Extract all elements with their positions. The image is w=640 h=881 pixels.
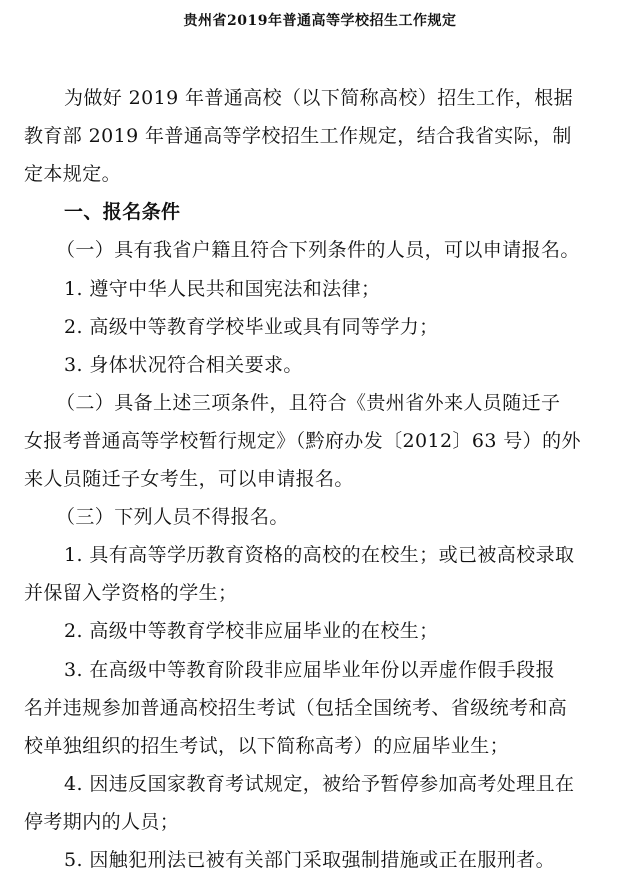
list-item: 1. 具有高等学历教育资格的高校的在校生；或已被高校录取 [64,544,575,566]
list-item: 3. 身体状况符合相关要求。 [64,354,303,376]
paragraph-line: 定本规定。 [24,163,122,185]
list-item-continuation: 校单独组织的招生考试，以下简称高考）的应届毕业生； [24,735,510,757]
list-item: 2. 高级中等教育学校非应届毕业的在校生； [64,620,439,642]
paragraph-line: 为做好 2019 年普通高校（以下简称高校）招生工作，根据 [64,87,574,109]
paragraph-line: （一）具有我省户籍且符合下列条件的人员，可以申请报名。 [56,239,580,261]
paragraph-line: 女报考普通高等学校暂行规定》（黔府办发〔2012〕63 号）的外 [24,430,581,452]
list-item-continuation: 并保留入学资格的学生； [24,582,238,604]
paragraph-line: 来人员随迁子女考生，可以申请报名。 [24,468,354,490]
paragraph-line: 教育部 2019 年普通高等学校招生工作规定，结合我省实际，制 [24,125,572,147]
paragraph-line: （三）下列人员不得报名。 [56,506,289,528]
list-item: 5. 因触犯刑法已被有关部门采取强制措施或正在服刑者。 [64,849,555,871]
list-item: 2. 高级中等教育学校毕业或具有同等学力； [64,316,439,338]
list-item: 3. 在高级中等教育阶段非应届毕业年份以弄虚作假手段报 [64,659,555,681]
list-item-continuation: 停考期内的人员； [24,811,180,833]
list-item: 4. 因违反国家教育考试规定，被给予暂停参加高考处理且在 [64,773,575,795]
section-heading: 一、报名条件 [64,201,181,223]
document-title: 贵州省2019年普通高等学校招生工作规定 [183,13,457,29]
paragraph-line: （二）具备上述三项条件，且符合《贵州省外来人员随迁子 [56,392,561,414]
list-item: 1. 遵守中华人民共和国宪法和法律； [64,278,381,300]
list-item-continuation: 名并违规参加普通高校招生考试（包括全国统考、省级统考和高 [24,697,568,719]
